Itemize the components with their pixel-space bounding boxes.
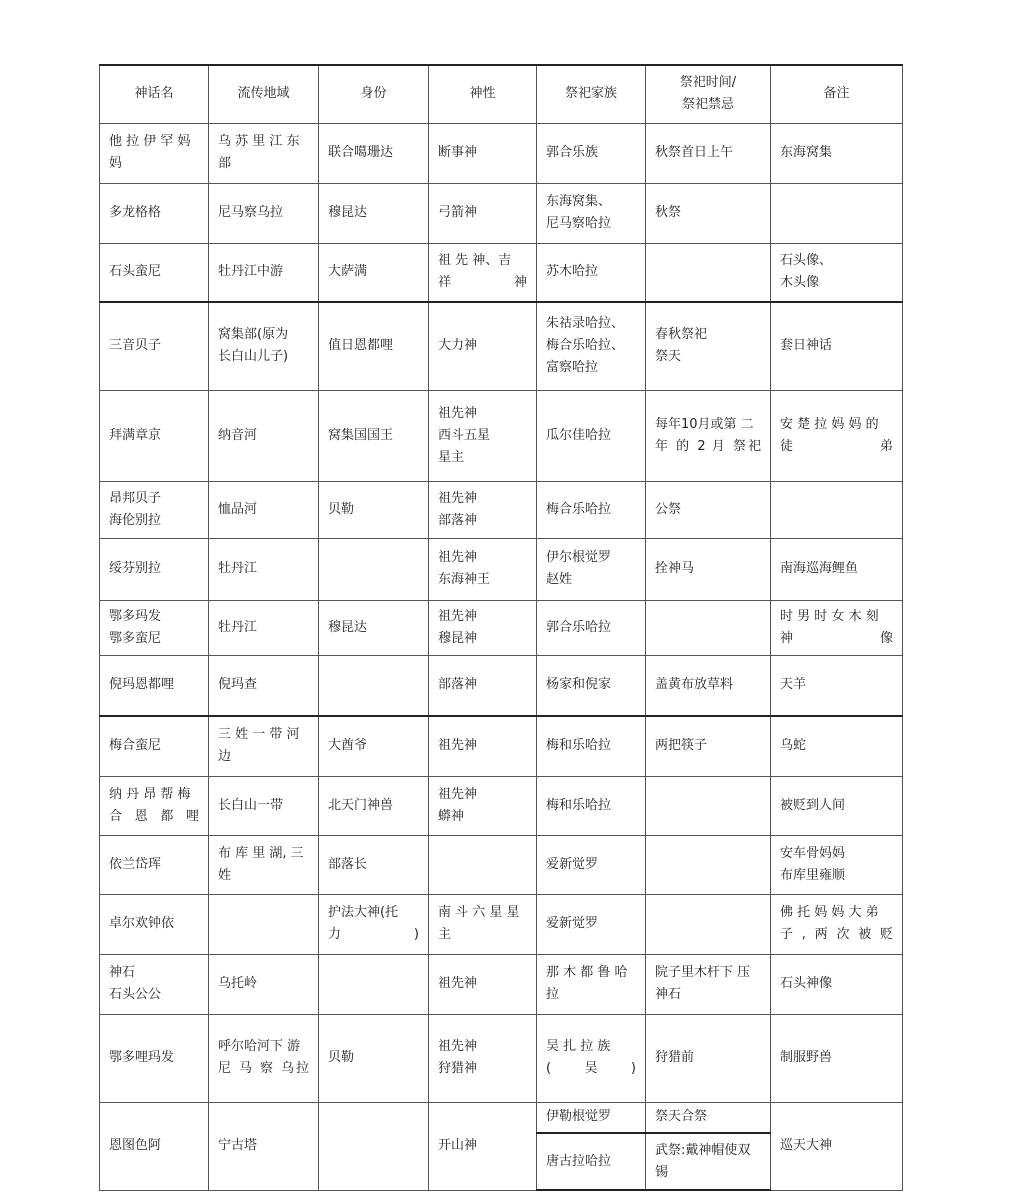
table-row [100, 481, 903, 538]
table-row [100, 835, 903, 894]
cell-identity: 部落长 [319, 835, 429, 894]
header-identity: 身份 [319, 65, 429, 123]
header-myth-name: 神话名 [100, 65, 209, 123]
cell-divinity [429, 835, 537, 894]
cell-note: 安 楚 拉 妈 妈 的 徒弟 [771, 390, 903, 481]
cell-region [209, 894, 319, 954]
table-row [100, 1102, 903, 1133]
cell-note: 安车骨妈妈 布库里雍顺 [771, 835, 903, 894]
cell-region: 牡丹江中游 [209, 243, 319, 302]
table-row [100, 716, 903, 776]
cell-divinity: 祖 先 神、吉 祥神 [429, 243, 537, 302]
table-row [100, 302, 903, 390]
cell-identity: 贝勒 [319, 481, 429, 538]
cell-family: 爱新觉罗 [537, 835, 646, 894]
cell-region: 三 姓 一 带 河边 [209, 716, 319, 776]
cell-family: 郭合乐族 [537, 123, 646, 183]
cell-ritual-time [646, 835, 771, 894]
table-row [100, 776, 903, 835]
table-row [100, 600, 903, 655]
cell-identity: 窝集国国王 [319, 390, 429, 481]
cell-divinity: 祖先神 狩猎神 [429, 1014, 537, 1102]
cell-ritual-time: 每年10月或第 二 年 的 2 月 祭祀 [646, 390, 771, 481]
cell-region: 尼马察乌拉 [209, 183, 319, 243]
cell-family: 梅和乐哈拉 [537, 776, 646, 835]
cell-region: 纳音河 [209, 390, 319, 481]
cell-identity: 北天门神兽 [319, 776, 429, 835]
cell-ritual-time: 拴神马 [646, 538, 771, 600]
cell-family: 那 木 都 鲁 哈拉 [537, 954, 646, 1014]
cell-divinity: 祖先神 蟒神 [429, 776, 537, 835]
table-row [100, 243, 903, 302]
table-row [100, 390, 903, 481]
cell-ritual-time [646, 600, 771, 655]
cell-identity: 穆昆达 [319, 183, 429, 243]
cell-ritual-time: 狩猎前 [646, 1014, 771, 1102]
cell-note: 巡天大神 [771, 1102, 903, 1190]
cell-region: 宁古塔 [209, 1102, 319, 1190]
cell-ritual-time: 秋祭首日上午 [646, 123, 771, 183]
cell-myth-name: 依兰岱珲 [100, 835, 209, 894]
cell-ritual-time [646, 776, 771, 835]
cell-ritual-time: 春秋祭祀 祭天 [646, 302, 771, 390]
cell-note: 南海巡海鲤鱼 [771, 538, 903, 600]
cell-note: 时 男 时 女 木 刻 神像 [771, 600, 903, 655]
cell-family: 杨家和倪家 [537, 655, 646, 716]
cell-divinity: 弓箭神 [429, 183, 537, 243]
cell-myth-name: 昂邦贝子 海伦别拉 [100, 481, 209, 538]
cell-note: 天羊 [771, 655, 903, 716]
cell-ritual-time: 祭天合祭 [646, 1102, 771, 1133]
cell-ritual-time: 盖黄布放草料 [646, 655, 771, 716]
cell-divinity: 祖先神 [429, 954, 537, 1014]
cell-ritual-time: 两把筷子 [646, 716, 771, 776]
cell-divinity: 祖先神 西斗五星 星主 [429, 390, 537, 481]
cell-myth-name: 石头蛮尼 [100, 243, 209, 302]
cell-ritual-time: 公祭 [646, 481, 771, 538]
cell-note: 石头像、 木头像 [771, 243, 903, 302]
cell-myth-name: 鄂多哩玛发 [100, 1014, 209, 1102]
table-row [100, 183, 903, 243]
cell-divinity: 断事神 [429, 123, 537, 183]
cell-region: 牡丹江 [209, 538, 319, 600]
table-header [100, 65, 903, 123]
cell-identity [319, 954, 429, 1014]
cell-identity: 大萨满 [319, 243, 429, 302]
cell-divinity: 祖先神 [429, 716, 537, 776]
cell-family: 伊尔根觉罗 赵姓 [537, 538, 646, 600]
header-family: 祭祀家族 [537, 65, 646, 123]
cell-myth-name: 鄂多玛发 鄂多蛮尼 [100, 600, 209, 655]
cell-family: 郭合乐哈拉 [537, 600, 646, 655]
cell-region: 长白山一带 [209, 776, 319, 835]
cell-identity: 护法大神(托 力) [319, 894, 429, 954]
cell-region: 乌托岭 [209, 954, 319, 1014]
table-body [100, 123, 903, 1190]
cell-family: 梅和乐哈拉 [537, 716, 646, 776]
cell-myth-name: 神石 石头公公 [100, 954, 209, 1014]
cell-divinity: 部落神 [429, 655, 537, 716]
cell-family: 瓜尔佳哈拉 [537, 390, 646, 481]
header-note: 备注 [771, 65, 903, 123]
cell-ritual-time [646, 243, 771, 302]
cell-myth-name: 梅合蛮尼 [100, 716, 209, 776]
cell-family: 伊勒根觉罗 [537, 1102, 646, 1133]
cell-myth-name: 三音贝子 [100, 302, 209, 390]
cell-myth-name: 倪玛恩都哩 [100, 655, 209, 716]
cell-note: 东海窝集 [771, 123, 903, 183]
cell-region: 恤品河 [209, 481, 319, 538]
cell-family: 唐古拉哈拉 [537, 1133, 646, 1190]
cell-identity: 贝勒 [319, 1014, 429, 1102]
header-divinity: 神性 [429, 65, 537, 123]
header-ritual-time: 祭祀时间/ 祭祀禁忌 [646, 65, 771, 123]
cell-note: 石头神像 [771, 954, 903, 1014]
cell-divinity: 南 斗 六 星 星主 [429, 894, 537, 954]
cell-divinity: 祖先神 穆昆神 [429, 600, 537, 655]
cell-note: 套日神话 [771, 302, 903, 390]
table-row [100, 655, 903, 716]
cell-region: 窝集部(原为 长白山儿子) [209, 302, 319, 390]
cell-identity [319, 655, 429, 716]
header-row [100, 65, 903, 123]
cell-myth-name: 纳 丹 昂 帮 梅 合恩都哩 [100, 776, 209, 835]
table-row [100, 123, 903, 183]
table-row [100, 894, 903, 954]
cell-region: 牡丹江 [209, 600, 319, 655]
cell-note: 佛 托 妈 妈 大 弟 子,两次被贬 [771, 894, 903, 954]
cell-region: 呼尔哈河下 游 尼 马 察 乌拉 [209, 1014, 319, 1102]
cell-identity: 联合噶珊达 [319, 123, 429, 183]
cell-family: 吴 扎 拉 族 (吴) [537, 1014, 646, 1102]
cell-note [771, 481, 903, 538]
cell-myth-name: 多龙格格 [100, 183, 209, 243]
cell-family: 朱祜录哈拉、 梅合乐哈拉、 富察哈拉 [537, 302, 646, 390]
cell-divinity: 大力神 [429, 302, 537, 390]
cell-myth-name: 拜满章京 [100, 390, 209, 481]
cell-identity: 值日恩都哩 [319, 302, 429, 390]
table-row [100, 1014, 903, 1102]
table-row [100, 538, 903, 600]
cell-region: 乌 苏 里 江 东部 [209, 123, 319, 183]
cell-note: 制服野兽 [771, 1014, 903, 1102]
cell-divinity: 祖先神 部落神 [429, 481, 537, 538]
cell-family: 爱新觉罗 [537, 894, 646, 954]
cell-identity [319, 538, 429, 600]
myth-table [99, 64, 903, 1191]
cell-ritual-time: 院子里木杆下 压神石 [646, 954, 771, 1014]
cell-identity [319, 1102, 429, 1190]
cell-myth-name: 卓尔欢钟依 [100, 894, 209, 954]
header-region: 流传地域 [209, 65, 319, 123]
cell-family: 东海窝集、 尼马察哈拉 [537, 183, 646, 243]
cell-myth-name: 他 拉 伊 罕 妈妈 [100, 123, 209, 183]
cell-region: 布 库 里 湖, 三姓 [209, 835, 319, 894]
cell-family: 梅合乐哈拉 [537, 481, 646, 538]
cell-identity: 穆昆达 [319, 600, 429, 655]
cell-region: 倪玛查 [209, 655, 319, 716]
cell-ritual-time: 秋祭 [646, 183, 771, 243]
cell-divinity: 开山神 [429, 1102, 537, 1190]
cell-myth-name: 恩图色阿 [100, 1102, 209, 1190]
table-row [100, 954, 903, 1014]
cell-ritual-time [646, 894, 771, 954]
cell-note: 乌蛇 [771, 716, 903, 776]
cell-note: 被贬到人间 [771, 776, 903, 835]
cell-note [771, 183, 903, 243]
cell-family: 苏木哈拉 [537, 243, 646, 302]
cell-ritual-time: 武祭:戴神帽使双锡 [646, 1133, 771, 1190]
cell-identity: 大酋爷 [319, 716, 429, 776]
cell-myth-name: 绥芬别拉 [100, 538, 209, 600]
cell-divinity: 祖先神 东海神王 [429, 538, 537, 600]
